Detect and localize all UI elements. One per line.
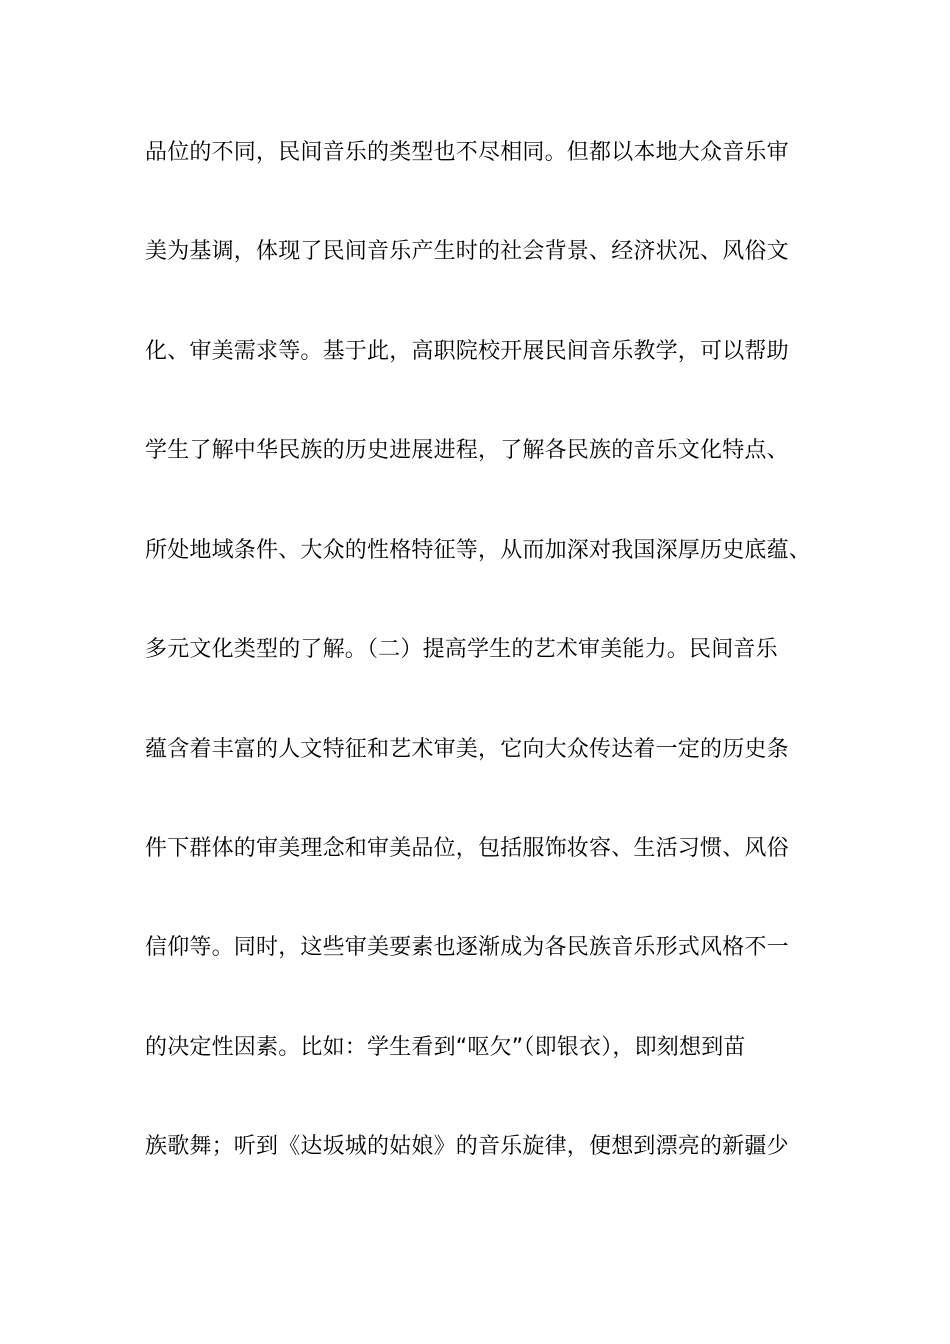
body-text-line-9: 信仰等。同时，这些审美要素也逐渐成为各民族音乐形式风格不一 xyxy=(145,935,789,960)
body-text-line-8: 件下群体的审美理念和审美品位，包括服饰妆容、生活习惯、风俗 xyxy=(145,836,789,861)
body-text-line-11: 族歌舞；听到《达坂城的姑娘》的音乐旋律，便想到漂亮的新疆少 xyxy=(145,1134,789,1159)
body-text-line-5: 所处地域条件、大众的性格特征等，从而加深对我国深厚历史底蕴、 xyxy=(145,538,812,563)
body-text-line-1: 品位的不同，民间音乐的类型也不尽相同。但都以本地大众音乐审 xyxy=(145,140,789,165)
body-text-line-2: 美为基调，体现了民间音乐产生时的社会背景、经济状况、风俗文 xyxy=(145,239,789,264)
body-text-line-6: 多元文化类型的了解。（二）提高学生的艺术审美能力。民间音乐 xyxy=(145,637,778,662)
body-text-line-10: 的决定性因素。比如：学生看到“呕欠”（即银衣），即刻想到苗 xyxy=(145,1035,746,1060)
body-text-line-7: 蕴含着丰富的人文特征和艺术审美，它向大众传达着一定的历史条 xyxy=(145,737,789,762)
body-text-line-4: 学生了解中华民族的历史进展进程，了解各民族的音乐文化特点、 xyxy=(145,438,789,463)
body-text-line-3: 化、审美需求等。基于此，高职院校开展民间音乐教学，可以帮助 xyxy=(145,339,789,364)
